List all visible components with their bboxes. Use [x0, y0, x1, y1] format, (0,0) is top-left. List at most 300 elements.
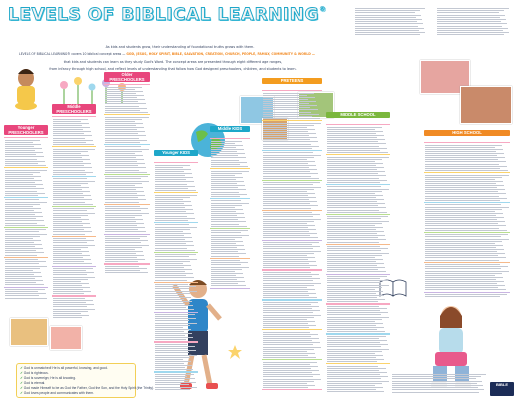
- concept-band: [424, 202, 510, 203]
- text-line: [211, 166, 248, 167]
- text-line: [327, 299, 385, 300]
- text-line: [425, 159, 498, 160]
- text-line: [263, 381, 314, 382]
- text-line: [53, 261, 84, 262]
- text-line: [5, 280, 43, 281]
- text-line: [327, 225, 375, 226]
- text-line: [327, 289, 375, 290]
- text-line: [155, 184, 187, 185]
- text-line: [155, 250, 195, 251]
- text-line: [425, 177, 502, 178]
- text-line: [53, 178, 87, 179]
- text-line: [263, 276, 312, 277]
- text-line: [5, 163, 38, 164]
- intro-line-3: that kids and students can learn as they study God's Word. The concept areas are presented through eight different age ranges,: [63, 60, 283, 64]
- text-line: [327, 276, 387, 277]
- text-line: [327, 178, 379, 179]
- text-line: [105, 89, 135, 90]
- text-line: [327, 159, 382, 160]
- text-line: [263, 332, 310, 333]
- text-line: [327, 210, 379, 211]
- text-line: [425, 234, 508, 235]
- text-line: [263, 191, 307, 192]
- text-line: [105, 121, 135, 122]
- text-line: [53, 287, 90, 288]
- text-line: [263, 159, 307, 160]
- checkmark-icon: ✓: [20, 366, 23, 370]
- concept-band: [424, 172, 510, 173]
- text-line: [53, 298, 85, 299]
- text-line: [53, 202, 85, 203]
- text-line: [155, 384, 189, 385]
- text-line: [155, 179, 186, 180]
- concept-band: [262, 240, 322, 241]
- text-line: [5, 250, 36, 251]
- text-line: [327, 391, 384, 392]
- text-line: [425, 200, 500, 201]
- text-line: [5, 156, 44, 157]
- text-line: [263, 205, 318, 206]
- text-line: [211, 235, 249, 236]
- text-line: [327, 280, 388, 281]
- text-line: [155, 314, 195, 315]
- text-line: [155, 259, 197, 260]
- text-line: [327, 127, 382, 128]
- text-line: [425, 149, 503, 150]
- text-line: [263, 334, 318, 335]
- text-line: [155, 355, 197, 356]
- text-line: [105, 125, 136, 126]
- text-line: [53, 309, 95, 310]
- text-line: [263, 355, 308, 356]
- checkmark-icon: ✓: [20, 371, 23, 375]
- text-line: [263, 338, 319, 339]
- text-line: [263, 340, 312, 341]
- sidebar-text-right: [437, 8, 509, 38]
- text-line: [105, 206, 140, 207]
- text-line: [425, 279, 496, 280]
- text-line: [155, 303, 185, 304]
- text-line: [327, 351, 382, 352]
- text-line: [437, 10, 504, 11]
- text-line: [155, 237, 192, 238]
- concept-band: [154, 282, 198, 283]
- text-line: [53, 129, 83, 130]
- text-line: [105, 131, 145, 132]
- text-line: [155, 359, 183, 360]
- text-line: [211, 149, 244, 150]
- text-line: [425, 198, 507, 199]
- text-line: [5, 234, 47, 235]
- text-line: [437, 28, 508, 29]
- concept-band: [52, 176, 96, 177]
- text-line: [53, 193, 83, 194]
- text-line: [155, 389, 190, 390]
- text-line: [425, 166, 507, 167]
- text-line: [53, 217, 81, 218]
- text-line: [211, 211, 236, 212]
- text-line: [327, 353, 375, 354]
- text-line: [263, 99, 308, 100]
- column-header-4: [210, 126, 250, 132]
- text-line: [105, 183, 142, 184]
- column-header-3: [154, 150, 198, 156]
- text-line: [263, 201, 317, 202]
- text-line: [425, 296, 500, 297]
- text-line: [211, 279, 237, 280]
- column-header-label: Older: [121, 72, 133, 77]
- text-line: [53, 151, 88, 152]
- text-line: [263, 229, 316, 230]
- text-line: [155, 346, 195, 347]
- text-line: [263, 227, 308, 228]
- text-line: [5, 278, 35, 279]
- text-line: [53, 125, 82, 126]
- text-line: [5, 191, 37, 192]
- intro-line-2: [4, 52, 330, 57]
- text-line: [211, 185, 245, 186]
- text-line: [263, 214, 320, 215]
- concept-band: [154, 371, 198, 372]
- text-line: [437, 23, 507, 24]
- text-line: [53, 170, 85, 171]
- text-line: [392, 376, 481, 377]
- text-line: [425, 221, 505, 222]
- text-line: [263, 319, 307, 320]
- text-line: [327, 193, 375, 194]
- text-line: [105, 149, 149, 150]
- text-line: [327, 250, 381, 251]
- text-line: [425, 207, 509, 208]
- text-line: [425, 247, 496, 248]
- text-line: [5, 252, 44, 253]
- poster-title: [8, 5, 326, 25]
- text-line: [263, 267, 310, 268]
- text-line: [53, 161, 83, 162]
- text-line: [155, 199, 183, 200]
- text-line: [263, 353, 315, 354]
- text-line: [263, 193, 315, 194]
- text-line: [105, 157, 136, 158]
- text-line: [263, 103, 309, 104]
- text-line: [355, 34, 420, 35]
- text-line: [327, 291, 383, 292]
- text-line: [263, 118, 320, 119]
- text-line: [263, 93, 314, 94]
- text-line: [53, 279, 88, 280]
- concept-band: [210, 258, 250, 259]
- text-line: [392, 385, 483, 386]
- text-line: [105, 238, 140, 239]
- concept-band: [326, 154, 390, 155]
- text-line: [263, 212, 312, 213]
- text-line: [155, 329, 191, 330]
- text-line: [53, 245, 95, 246]
- text-line: [425, 264, 500, 265]
- text-line: [211, 189, 246, 190]
- text-line: [327, 207, 386, 208]
- text-line: [211, 177, 243, 178]
- text-line: [263, 274, 319, 275]
- text-line: [211, 283, 238, 284]
- text-line: [327, 269, 378, 270]
- text-line: [5, 148, 42, 149]
- text-line: [327, 216, 388, 217]
- checkmark-icon: ✓: [20, 391, 23, 395]
- key-truth-text: God is unmatched! He is all powerful, knowing, and good.: [23, 366, 108, 370]
- text-line: [53, 306, 87, 307]
- text-line: [263, 257, 315, 258]
- text-line: [327, 287, 382, 288]
- text-line: [327, 242, 379, 243]
- column-content-5: [262, 90, 322, 392]
- text-line: [105, 195, 145, 196]
- text-line: [327, 161, 375, 162]
- text-line: [105, 242, 141, 243]
- text-line: [155, 286, 196, 287]
- column-header-label: Middle: [67, 104, 81, 109]
- text-line: [155, 169, 191, 170]
- text-line: [263, 295, 309, 296]
- concept-band: [262, 329, 322, 330]
- column-header-1: [52, 104, 96, 114]
- text-line: [263, 297, 317, 298]
- text-line: [155, 293, 190, 294]
- text-line: [53, 142, 86, 143]
- text-line: [105, 247, 142, 248]
- text-line: [53, 127, 90, 128]
- text-line: [263, 308, 312, 309]
- text-line: [53, 229, 84, 230]
- text-line: [263, 235, 310, 236]
- text-line: [437, 34, 504, 35]
- text-line: [437, 26, 502, 27]
- text-line: [155, 175, 185, 176]
- text-line: [105, 217, 135, 218]
- text-line: [105, 191, 144, 192]
- text-line: [425, 213, 503, 214]
- text-line: [5, 276, 42, 277]
- text-line: [211, 160, 239, 161]
- text-line: [155, 254, 196, 255]
- concept-band: [52, 295, 96, 296]
- concept-band: [52, 116, 96, 117]
- text-line: [327, 278, 380, 279]
- text-line: [155, 261, 190, 262]
- text-line: [263, 285, 314, 286]
- text-line: [327, 336, 386, 337]
- reading-photo: [50, 326, 82, 350]
- text-line: [327, 152, 388, 153]
- text-line: [327, 201, 377, 202]
- text-line: [53, 270, 86, 271]
- text-line: [327, 381, 389, 382]
- toddler-photo: [8, 62, 44, 110]
- text-line: [105, 210, 141, 211]
- text-line: [211, 285, 246, 286]
- text-line: [53, 191, 90, 192]
- text-line: [211, 171, 249, 172]
- text-line: [211, 162, 247, 163]
- text-line: [53, 274, 87, 275]
- checkmark-icon: ✓: [20, 386, 23, 390]
- text-line: [327, 323, 383, 324]
- text-line: [155, 269, 192, 270]
- text-line: [263, 163, 308, 164]
- text-line: [53, 210, 87, 211]
- text-line: [263, 146, 319, 147]
- text-line: [53, 302, 86, 303]
- text-line: [327, 372, 387, 373]
- text-line: [437, 12, 499, 13]
- text-line: [327, 169, 377, 170]
- text-line: [105, 255, 144, 256]
- text-line: [155, 378, 195, 379]
- text-line: [53, 185, 81, 186]
- checkmark-icon: ✓: [20, 381, 23, 385]
- text-line: [425, 217, 504, 218]
- text-line: [5, 268, 40, 269]
- concept-band: [154, 341, 198, 342]
- text-line: [105, 165, 138, 166]
- text-line: [53, 255, 90, 256]
- concept-band: [52, 236, 96, 237]
- column-content-3: [154, 162, 198, 392]
- text-line: [155, 305, 193, 306]
- text-line: [155, 248, 187, 249]
- column-header-label: MIDDLE SCHOOL: [340, 112, 376, 117]
- text-line: [425, 170, 508, 171]
- text-line: [263, 374, 320, 375]
- text-line: [155, 256, 189, 257]
- text-line: [211, 157, 246, 158]
- column-header-2: [104, 72, 150, 82]
- text-line: [263, 144, 311, 145]
- text-line: [155, 337, 193, 338]
- registered-mark: ®: [318, 5, 327, 13]
- text-line: [211, 213, 244, 214]
- text-line: [392, 378, 476, 379]
- text-line: [105, 193, 137, 194]
- text-line: [327, 261, 376, 262]
- text-line: [53, 291, 91, 292]
- concept-band: [4, 287, 48, 288]
- text-line: [327, 186, 381, 187]
- text-line: [53, 204, 93, 205]
- text-line: [53, 123, 89, 124]
- text-line: [263, 342, 320, 343]
- key-truth-text: God is righteous.: [23, 371, 49, 375]
- text-line: [105, 245, 149, 246]
- text-line: [5, 220, 44, 221]
- text-line: [263, 203, 310, 204]
- text-line: [327, 327, 384, 328]
- text-line: [327, 319, 382, 320]
- concept-band: [326, 303, 390, 304]
- text-line: [263, 387, 308, 388]
- text-line: [355, 12, 415, 13]
- concept-band: [262, 90, 322, 91]
- text-line: [53, 283, 89, 284]
- text-line: [155, 350, 196, 351]
- text-line: [155, 263, 183, 264]
- text-line: [327, 297, 377, 298]
- text-line: [105, 270, 140, 271]
- text-line: [5, 223, 37, 224]
- text-line: [155, 275, 186, 276]
- text-line: [327, 203, 385, 204]
- text-line: [155, 331, 184, 332]
- text-line: [53, 199, 92, 200]
- text-line: [53, 215, 88, 216]
- text-line: [53, 153, 81, 154]
- text-line: [425, 266, 508, 267]
- text-line: [155, 186, 195, 187]
- text-line: [211, 239, 235, 240]
- text-line: [5, 202, 47, 203]
- text-line: [211, 217, 245, 218]
- text-line: [327, 231, 384, 232]
- text-line: [425, 161, 506, 162]
- text-line: [437, 15, 505, 16]
- text-line: [263, 376, 313, 377]
- concept-band: [52, 266, 96, 267]
- text-line: [5, 272, 41, 273]
- text-line: [425, 277, 503, 278]
- text-line: [155, 307, 186, 308]
- text-line: [53, 268, 93, 269]
- text-line: [327, 235, 385, 236]
- text-line: [5, 240, 41, 241]
- text-line: [263, 379, 321, 380]
- text-line: [327, 173, 378, 174]
- text-line: [327, 229, 376, 230]
- text-line: [155, 339, 186, 340]
- concept-band: [104, 234, 150, 235]
- text-line: [263, 351, 307, 352]
- text-line: [263, 223, 307, 224]
- text-line: [327, 325, 376, 326]
- text-line: [425, 168, 500, 169]
- concept-band: [104, 114, 150, 115]
- text-line: [425, 257, 506, 258]
- text-line: [155, 297, 191, 298]
- text-line: [105, 103, 146, 104]
- text-line: [105, 221, 136, 222]
- text-line: [155, 363, 184, 364]
- column-header-label: Younger KIDS: [162, 150, 190, 155]
- text-line: [105, 99, 145, 100]
- text-line: [105, 249, 135, 250]
- text-line: [5, 182, 35, 183]
- text-line: [211, 209, 243, 210]
- text-line: [355, 10, 420, 11]
- text-line: [5, 284, 44, 285]
- text-line: [53, 131, 91, 132]
- text-line: [155, 382, 196, 383]
- text-line: [53, 253, 82, 254]
- text-line: [327, 148, 387, 149]
- text-line: [263, 225, 315, 226]
- text-line: [425, 157, 505, 158]
- text-line: [263, 293, 316, 294]
- text-line: [155, 267, 184, 268]
- text-line: [5, 180, 42, 181]
- text-line: [211, 145, 243, 146]
- text-line: [425, 196, 499, 197]
- text-line: [5, 261, 46, 262]
- text-line: [425, 211, 495, 212]
